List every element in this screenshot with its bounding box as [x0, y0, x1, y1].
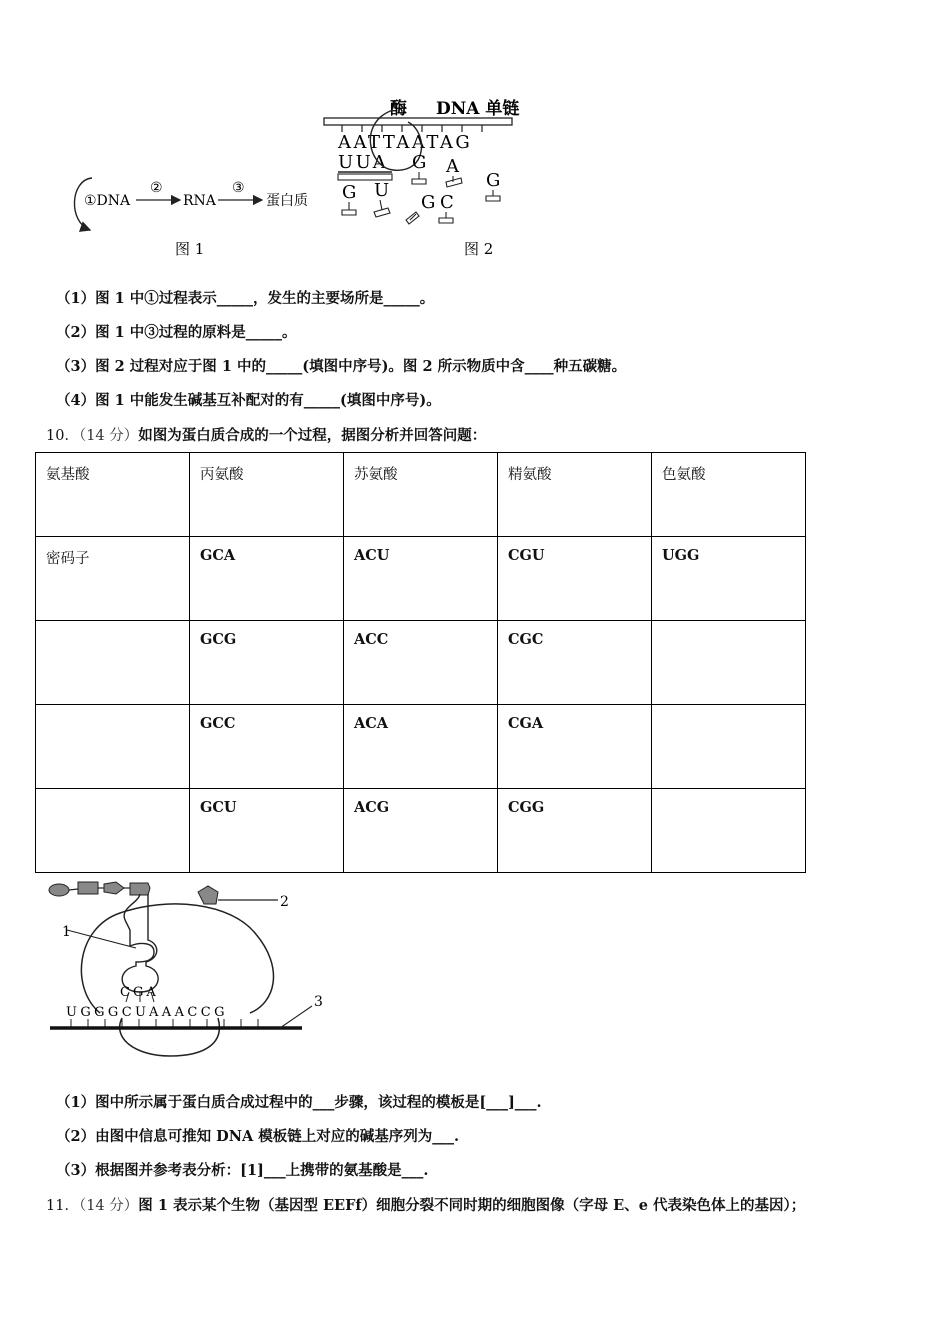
enzyme-label: 酶	[390, 99, 407, 119]
q11-heading	[46, 1194, 805, 1215]
table-cell: GCA	[190, 537, 344, 621]
table-cell: UGG	[652, 537, 806, 621]
table-cell: ACG	[344, 789, 498, 873]
free-nucleotide: G	[421, 192, 436, 213]
table-cell	[652, 705, 806, 789]
fig2-caption: 图 2	[464, 240, 494, 258]
q10-part-1: （1）图中所示属于蛋白质合成过程中的___步骤，该过程的模板是[___]___.	[56, 1094, 542, 1111]
table-cell: GCU	[190, 789, 344, 873]
q9-part-3: （3）图 2 过程对应于图 1 中的_____(填图中序号)。图 2 所示物质中含____种五碳糖。	[56, 358, 627, 375]
table-cell: 密码子	[36, 537, 190, 621]
table-row	[36, 537, 806, 621]
table-cell	[36, 789, 190, 873]
anticodon: CGA	[120, 985, 159, 1000]
q11-text: 图 1 表示某个生物（基因型 EEFf）细胞分裂不同时期的细胞图像（字母 E、e 代表染色体上的基因）；	[138, 1197, 806, 1214]
table-header-cell: 苏氨酸	[344, 453, 498, 537]
figure-1	[70, 160, 330, 270]
q10-text: 如图为蛋白质合成的一个过程，据图分析并回答问题：	[138, 427, 487, 444]
label-1: 1	[62, 924, 71, 940]
amino-acid	[78, 882, 98, 894]
dna-bases: AATTAATAG	[338, 132, 473, 153]
table-cell	[36, 621, 190, 705]
table-cell: CGA	[498, 705, 652, 789]
table-cell: ACU	[344, 537, 498, 621]
mrna-sequence: UGGGCUAAACCG	[66, 1005, 228, 1020]
dna-strand-bar	[324, 118, 512, 125]
table-cell: GCC	[190, 705, 344, 789]
free-nucleotide: C	[440, 192, 454, 213]
table-cell: CGU	[498, 537, 652, 621]
fig1-protein-node: 蛋白质	[266, 193, 308, 209]
trna	[122, 894, 158, 992]
free-nucleotide: G	[342, 182, 357, 203]
q9-part-2: （2）图 1 中③过程的原料是_____。	[56, 324, 297, 341]
q11-number: 11．	[46, 1198, 79, 1214]
ribosome-small-subunit	[120, 1018, 220, 1056]
q10-part-2: （2）由图中信息可推知 DNA 模板链上对应的碱基序列为___.	[56, 1128, 460, 1145]
table-cell	[652, 621, 806, 705]
fig1-step2-label: ②	[150, 180, 163, 196]
table-header-cell: 氨基酸	[36, 453, 190, 537]
dna-strand-label: DNA 单链	[436, 99, 520, 119]
translation-figure	[40, 878, 340, 1068]
free-amino-acid	[198, 886, 218, 904]
table-row	[36, 705, 806, 789]
q9-part-1: （1）图 1 中①过程表示_____，发生的主要场所是_____。	[56, 290, 435, 307]
figure-2	[318, 92, 548, 267]
fig1-caption: 图 1	[175, 240, 205, 258]
table-cell: CGG	[498, 789, 652, 873]
table-row	[36, 621, 806, 705]
table-cell: ACC	[344, 621, 498, 705]
fig1-rna-node: RNA	[183, 193, 216, 209]
free-nucleotide: G	[486, 170, 501, 191]
table-cell: GCG	[190, 621, 344, 705]
table-header-cell: 精氨酸	[498, 453, 652, 537]
fig1-dna-node: ①DNA	[84, 193, 131, 209]
table-row	[36, 453, 806, 537]
label-2: 2	[280, 894, 289, 910]
q10-part-3: （3）根据图并参考表分析：[1]___上携带的氨基酸是___.	[56, 1162, 429, 1179]
label-3: 3	[314, 994, 323, 1010]
amino-acid	[49, 884, 69, 896]
table-row	[36, 789, 806, 873]
table-header-cell: 色氨酸	[652, 453, 806, 537]
table-cell	[652, 789, 806, 873]
ribosome-large-subunit	[81, 904, 273, 1013]
table-cell: CGC	[498, 621, 652, 705]
q10-points: （14 分）	[78, 428, 139, 444]
q11-points: （14 分）	[78, 1198, 139, 1214]
rna-bases: UUA	[338, 152, 389, 173]
free-nucleotide: G	[412, 152, 427, 173]
table-header-cell: 丙氨酸	[190, 453, 344, 537]
fig1-step3-label: ③	[232, 180, 245, 196]
codon-table	[35, 452, 806, 873]
q10-number: 10．	[46, 428, 79, 444]
table-cell: ACA	[344, 705, 498, 789]
q10-heading	[46, 424, 486, 445]
amino-acid	[104, 882, 124, 894]
free-nucleotide: U	[374, 180, 390, 201]
free-nucleotide: A	[446, 156, 459, 177]
q9-part-4: （4）图 1 中能发生碱基互补配对的有_____(填图中序号)。	[56, 392, 441, 409]
amino-acid	[130, 883, 150, 895]
table-cell	[36, 705, 190, 789]
